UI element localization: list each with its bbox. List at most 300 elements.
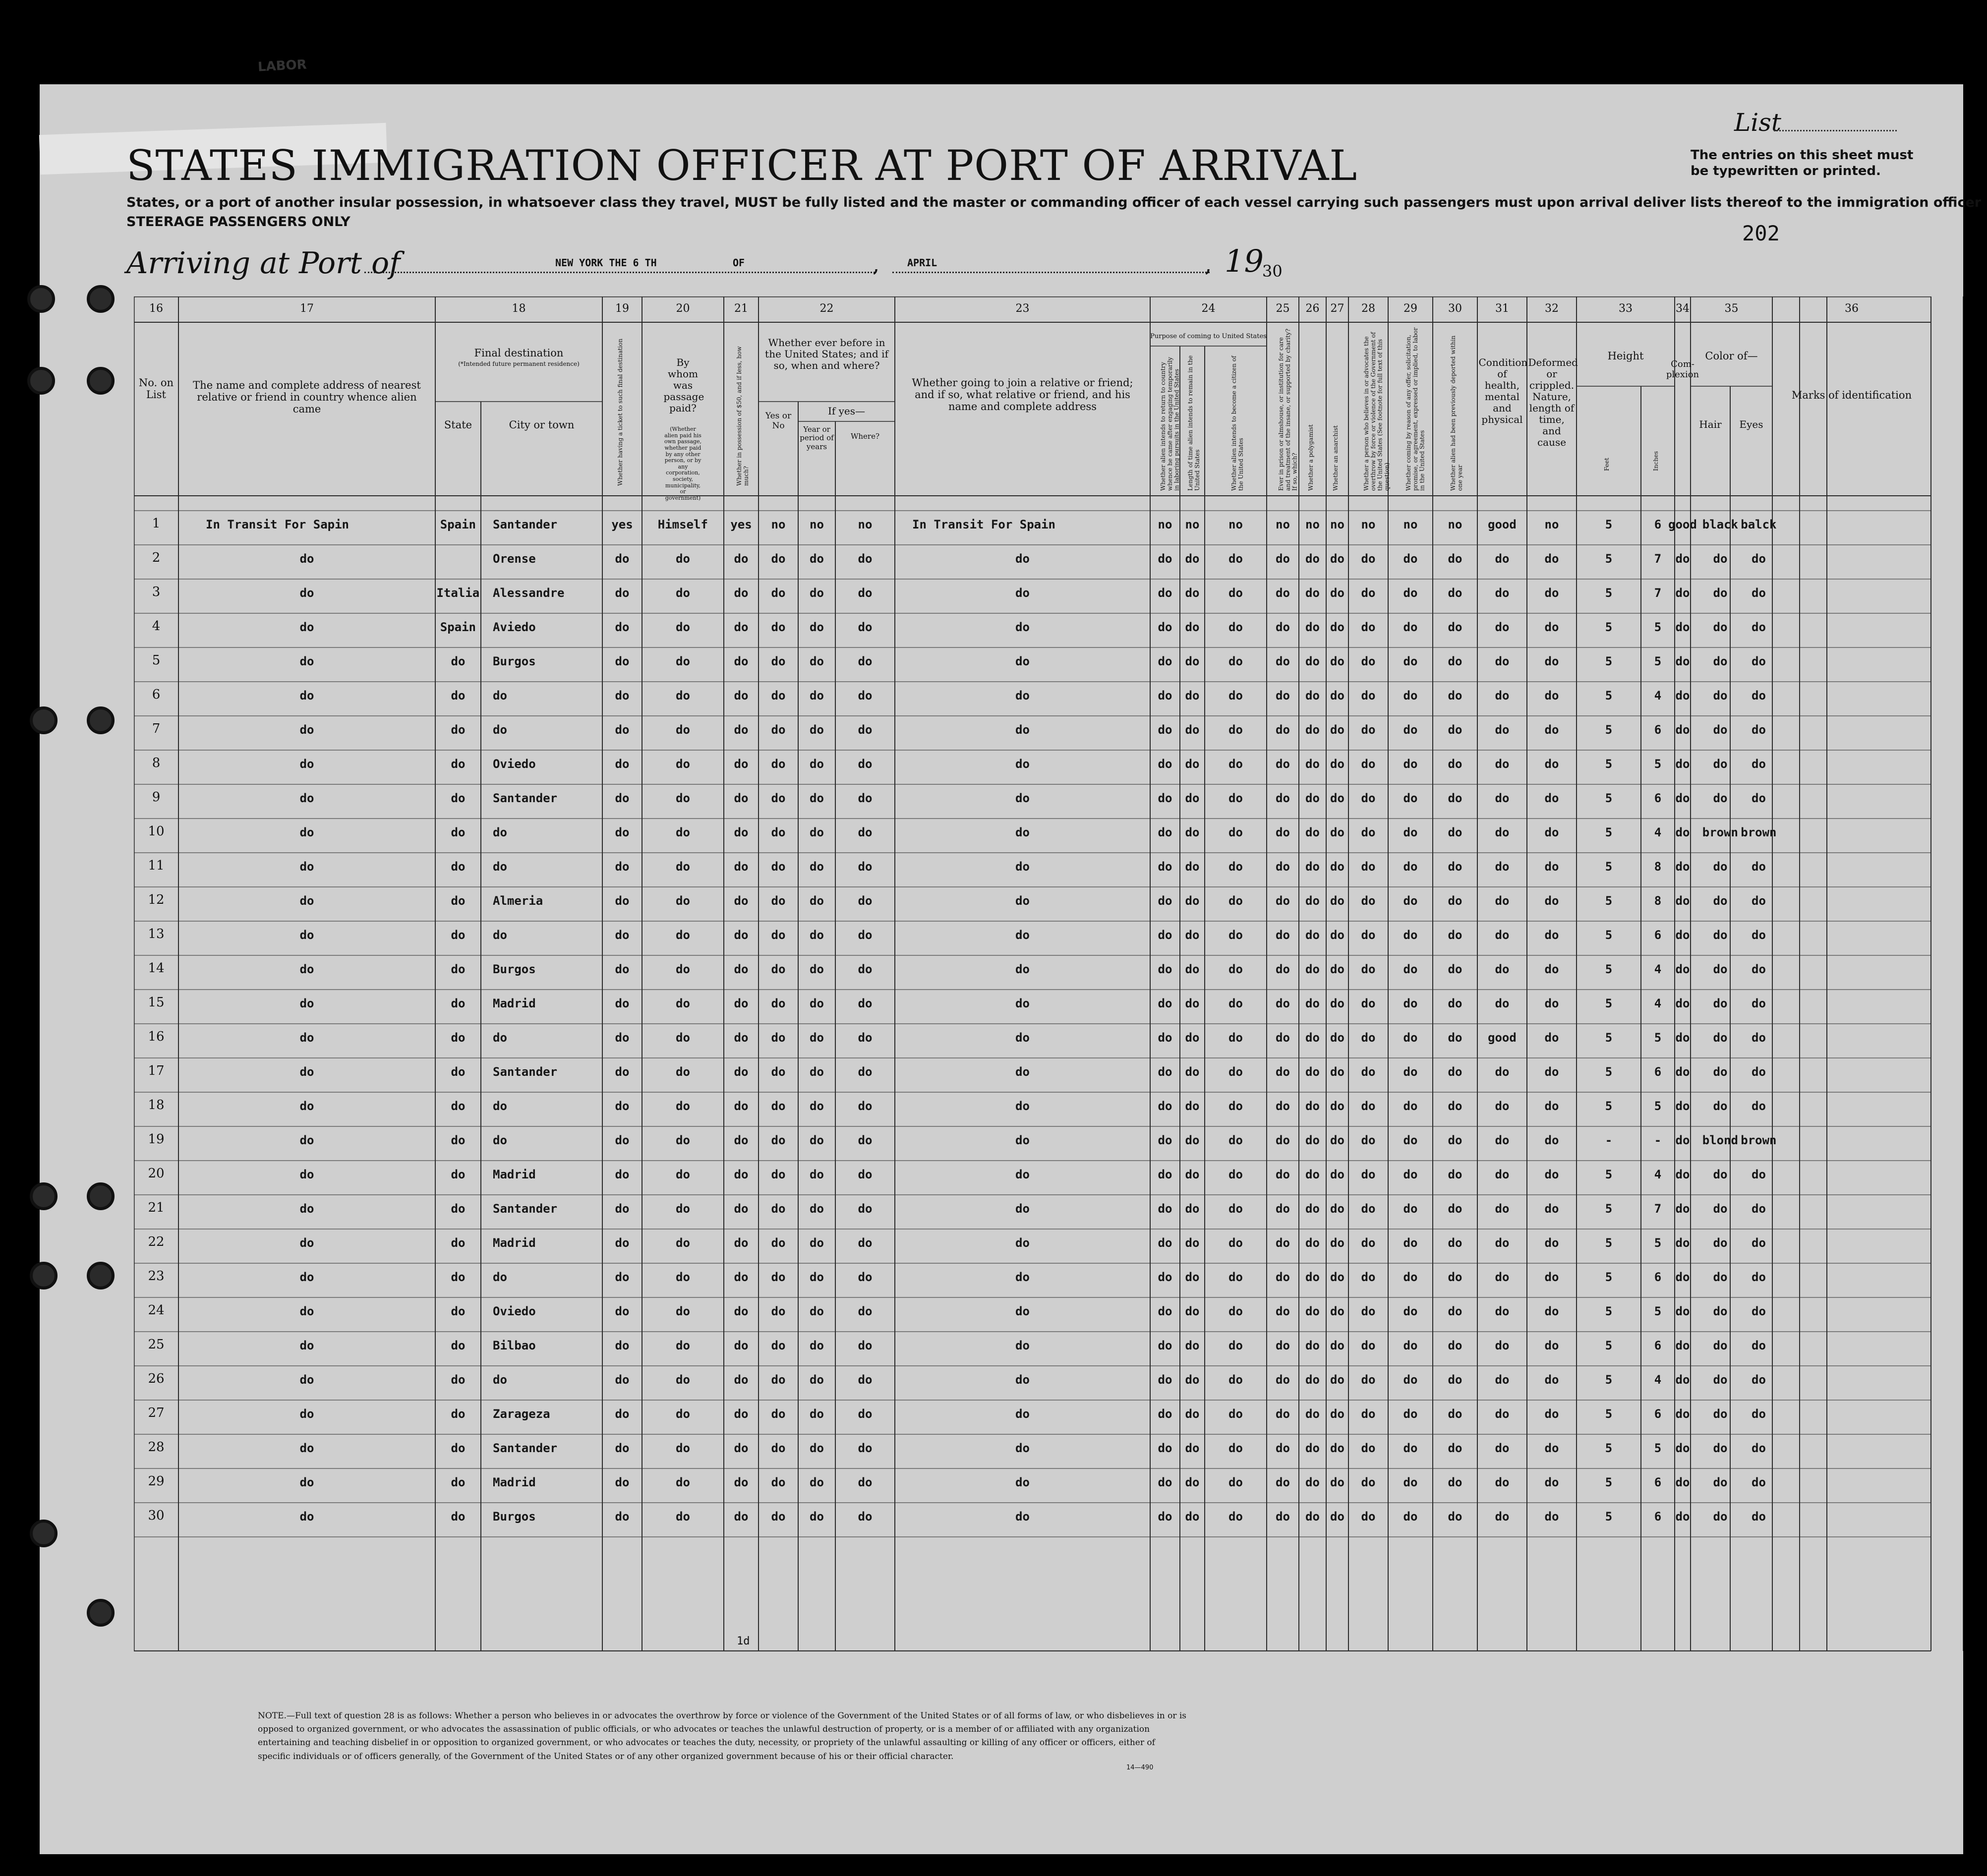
cell-c24c: do [1228, 1510, 1243, 1524]
cell-c24a: do [1158, 1202, 1172, 1216]
cell-c26: do [1305, 1510, 1320, 1524]
cell-c22c: do [858, 1441, 873, 1455]
cell-c24b: do [1185, 1407, 1200, 1421]
cell-c30: do [1448, 552, 1462, 566]
cell-c31: do [1495, 1133, 1510, 1147]
cell-c30: do [1448, 689, 1462, 703]
cell-c19: do [615, 997, 630, 1010]
cell-c20: do [676, 1099, 690, 1113]
cell-c17: do [299, 723, 314, 737]
cell-c30: do [1448, 1441, 1462, 1455]
col25-header: Ever in prison or almshouse, or institution for care and treatment of the insane, or supported by charity? If so, which? [1277, 328, 1298, 491]
cell-c20: do [676, 1304, 690, 1318]
cell-c25: no [1276, 518, 1290, 531]
cell-c24c: do [1228, 894, 1243, 908]
cell-c20: do [676, 1270, 690, 1284]
cell-inches: 4 [1654, 997, 1662, 1010]
cell-city: Madrid [493, 1168, 536, 1181]
cell-c24c: do [1228, 860, 1243, 874]
row-number: 2 [152, 550, 161, 565]
cell-city: do [493, 1373, 507, 1387]
cell-c22b: do [810, 1168, 824, 1181]
cell-c17: do [299, 1475, 314, 1489]
cell-c29: do [1403, 1065, 1418, 1079]
cell-c19: do [615, 552, 630, 566]
cell-c30: do [1448, 860, 1462, 874]
cell-c29: do [1403, 689, 1418, 703]
cell-c23: do [1015, 1339, 1030, 1352]
cell-c30: do [1448, 1510, 1462, 1524]
steerage-label: STEERAGE PASSENGERS ONLY [126, 214, 351, 230]
cell-hair: black [1702, 518, 1738, 531]
cell-feet: 5 [1605, 689, 1613, 703]
cell-eyes: do [1752, 1441, 1766, 1455]
cell-c24a: do [1158, 1407, 1172, 1421]
cell-c23: do [1015, 552, 1030, 566]
cell-city: Madrid [493, 1236, 536, 1250]
cell-c28: do [1361, 552, 1376, 566]
cell-c24b: do [1185, 757, 1200, 771]
cell-c22b: do [810, 1339, 824, 1352]
cell-hair: do [1713, 552, 1728, 566]
cell-c27: do [1330, 620, 1344, 634]
page-title: STATES IMMIGRATION OFFICER AT PORT OF ARRIVAL [126, 141, 1358, 190]
punch-hole [87, 706, 115, 734]
cell-c32: do [1544, 1270, 1559, 1284]
cell-c21: do [734, 689, 749, 703]
cell-c19: do [615, 791, 630, 805]
cell-c31: do [1495, 894, 1510, 908]
cell-c31: do [1495, 1270, 1510, 1284]
cell-c22b: do [810, 1099, 824, 1113]
cell-c30: do [1448, 962, 1462, 976]
cell-state: do [451, 1373, 466, 1387]
cell-c27: do [1330, 791, 1344, 805]
col17-header: The name and complete address of nearest relative or friend in country whence alien came [193, 379, 421, 415]
cell-c26: do [1305, 825, 1320, 839]
cell-c24c: do [1228, 689, 1243, 703]
cell-c31: do [1495, 1168, 1510, 1181]
cell-c29: do [1403, 1168, 1418, 1181]
cell-c22c: do [858, 1510, 873, 1524]
cell-c29: do [1403, 860, 1418, 874]
cell-c21: do [734, 552, 749, 566]
cell-c29: do [1403, 1270, 1418, 1284]
cell-c22b: do [810, 1373, 824, 1387]
cell-c24b: do [1185, 962, 1200, 976]
cell-c24b: do [1185, 1031, 1200, 1045]
column-number-22: 22 [819, 302, 834, 315]
cell-c26: do [1305, 1407, 1320, 1421]
cell-city: do [493, 825, 507, 839]
cell-c19: do [615, 1099, 630, 1113]
cell-city: Oviedo [493, 757, 536, 771]
cell-c22b: do [810, 1441, 824, 1455]
col31-header: Condition of health, mental and physical [1478, 356, 1528, 425]
cell-inches: 8 [1654, 860, 1662, 874]
cell-c21: do [734, 825, 749, 839]
cell-c25: do [1276, 723, 1290, 737]
cell-c28: do [1361, 1270, 1376, 1284]
cell-c22c: do [858, 1304, 873, 1318]
col35-header: Color of— [1705, 350, 1758, 362]
cell-c22a: do [771, 723, 786, 737]
cell-c22c: do [858, 689, 873, 703]
cell-c25: do [1276, 1270, 1290, 1284]
cell-state: Spain [440, 518, 476, 531]
cell-c28: do [1361, 1373, 1376, 1387]
cell-c24b: do [1185, 1475, 1200, 1489]
cell-c34: good [1668, 518, 1697, 531]
cell-c23: do [1015, 689, 1030, 703]
cell-feet: 5 [1605, 1441, 1613, 1455]
cell-hair: do [1713, 997, 1728, 1010]
cell-c23: do [1015, 586, 1030, 600]
cell-c25: do [1276, 928, 1290, 942]
cell-c29: do [1403, 997, 1418, 1010]
cell-state: do [451, 894, 466, 908]
cell-c29: do [1403, 1031, 1418, 1045]
cell-c30: do [1448, 1304, 1462, 1318]
cell-city: Alessandre [493, 586, 565, 600]
col30-header: Whether alien had been previously deported within one year [1450, 335, 1463, 491]
cell-eyes: do [1752, 860, 1766, 874]
cell-feet: 5 [1605, 1510, 1613, 1524]
col18-subheader: (*Intended future permanent residence) [458, 360, 580, 367]
cell-c24c: do [1228, 1065, 1243, 1079]
cell-inches: - [1654, 1133, 1662, 1147]
cell-c25: do [1276, 1441, 1290, 1455]
cell-c30: do [1448, 791, 1462, 805]
cell-c22c: do [858, 860, 873, 874]
cell-c23: do [1015, 997, 1030, 1010]
cell-c22a: do [771, 791, 786, 805]
cell-c34: do [1675, 1339, 1690, 1352]
cell-c22a: do [771, 1202, 786, 1216]
cell-feet: 5 [1605, 654, 1613, 668]
cell-c30: do [1448, 757, 1462, 771]
cell-c34: do [1675, 1407, 1690, 1421]
cell-inches: 7 [1654, 586, 1662, 600]
col24-header: Purpose of coming to United States [1150, 333, 1267, 340]
typewritten-note: The entries on this sheet must [1691, 148, 1914, 163]
cell-c25: do [1276, 1510, 1290, 1524]
cell-state: do [451, 1202, 466, 1216]
col33-inches: Inches [1652, 451, 1659, 471]
cell-c32: do [1544, 654, 1559, 668]
cell-c24b: do [1185, 1270, 1200, 1284]
cell-inches: 6 [1654, 1510, 1662, 1524]
cell-c19: do [615, 723, 630, 737]
cell-c34: do [1675, 689, 1690, 703]
punch-hole [27, 367, 55, 395]
cell-c27: do [1330, 1304, 1344, 1318]
cell-state: do [451, 1065, 466, 1079]
cell-inches: 6 [1654, 1065, 1662, 1079]
cell-c20: do [676, 1510, 690, 1524]
row-number: 15 [148, 995, 165, 1010]
cell-c25: do [1276, 1202, 1290, 1216]
cell-c23: do [1015, 1133, 1030, 1147]
arriving-year-suffix: 30 [1262, 262, 1283, 281]
cell-hair: do [1713, 1168, 1728, 1181]
cell-c21: do [734, 1510, 749, 1524]
cell-state: do [451, 689, 466, 703]
cell-state: do [451, 1475, 466, 1489]
cell-c20: do [676, 997, 690, 1010]
cell-eyes: do [1752, 552, 1766, 566]
cell-c24a: do [1158, 1339, 1172, 1352]
cell-c32: do [1544, 1407, 1559, 1421]
cell-c22c: do [858, 1475, 873, 1489]
cell-c23: do [1015, 825, 1030, 839]
cell-c32: do [1544, 894, 1559, 908]
cell-hair: brown [1702, 825, 1738, 839]
cell-c26: do [1305, 1304, 1320, 1318]
cell-c23: do [1015, 1304, 1030, 1318]
cell-c28: do [1361, 1304, 1376, 1318]
col20-header: By whom was passage paid? [663, 356, 704, 414]
cell-c21: do [734, 860, 749, 874]
cell-c29: do [1403, 1475, 1418, 1489]
cell-c19: do [615, 860, 630, 874]
cell-c24b: do [1185, 1441, 1200, 1455]
cell-c27: do [1330, 1339, 1344, 1352]
column-number-35: 35 [1724, 302, 1739, 315]
cell-city: do [493, 1133, 507, 1147]
cell-c32: do [1544, 1373, 1559, 1387]
cell-c22a: do [771, 1339, 786, 1352]
cell-c17: do [299, 791, 314, 805]
cell-c23: do [1015, 1031, 1030, 1045]
cell-eyes: do [1752, 757, 1766, 771]
cell-c17: do [299, 962, 314, 976]
col22-where: Where? [850, 432, 880, 441]
cell-c34: do [1675, 1475, 1690, 1489]
col22-ifyes: If yes— [827, 405, 866, 417]
col33-header: Height [1607, 350, 1644, 362]
cell-state: do [451, 791, 466, 805]
cell-c27: do [1330, 1407, 1344, 1421]
cell-c24b: do [1185, 825, 1200, 839]
cell-c26: do [1305, 586, 1320, 600]
cell-c19: do [615, 1065, 630, 1079]
cell-c28: do [1361, 997, 1376, 1010]
cell-hair: do [1713, 620, 1728, 634]
cell-hair: do [1713, 1202, 1728, 1216]
col34-header: Com-plexion [1666, 359, 1699, 380]
cell-c31: do [1495, 1407, 1510, 1421]
cell-c25: do [1276, 689, 1290, 703]
column-number-19: 19 [615, 302, 629, 315]
cell-c31: do [1495, 1339, 1510, 1352]
cell-c23: do [1015, 1510, 1030, 1524]
cell-eyes: do [1752, 1099, 1766, 1113]
cell-c28: do [1361, 654, 1376, 668]
cell-c24c: do [1228, 1270, 1243, 1284]
cell-c17: In Transit For Sapin [206, 518, 349, 531]
cell-city: Burgos [493, 962, 536, 976]
cell-c27: do [1330, 1475, 1344, 1489]
col35-hair: Hair [1699, 418, 1722, 430]
cell-c20: do [676, 1202, 690, 1216]
cell-c22c: do [858, 723, 873, 737]
cell-c28: do [1361, 791, 1376, 805]
row-number: 24 [148, 1303, 165, 1318]
cell-inches: 5 [1654, 1304, 1662, 1318]
fold-text: LABOR [257, 57, 307, 75]
cell-hair: do [1713, 1099, 1728, 1113]
cell-c21: do [734, 962, 749, 976]
cell-c22c: do [858, 1407, 873, 1421]
cell-c23: do [1015, 1270, 1030, 1284]
cell-c28: do [1361, 928, 1376, 942]
cell-inches: 8 [1654, 894, 1662, 908]
cell-feet: 5 [1605, 860, 1613, 874]
cell-c22c: do [858, 620, 873, 634]
row-number: 4 [152, 619, 161, 634]
cell-city: Burgos [493, 654, 536, 668]
cell-c29: do [1403, 1202, 1418, 1216]
cell-c27: do [1330, 1065, 1344, 1079]
cell-c34: do [1675, 723, 1690, 737]
punch-hole [30, 706, 58, 734]
cell-c30: do [1448, 1339, 1462, 1352]
cell-c17: do [299, 1304, 314, 1318]
cell-feet: 5 [1605, 723, 1613, 737]
arriving-label: Arriving at Port of [126, 246, 401, 281]
cell-c24c: do [1228, 928, 1243, 942]
cell-c21: do [734, 723, 749, 737]
cell-hair: do [1713, 1373, 1728, 1387]
cell-c25: do [1276, 962, 1290, 976]
cell-c26: do [1305, 1373, 1320, 1387]
cell-c22a: do [771, 825, 786, 839]
cell-c28: do [1361, 1065, 1376, 1079]
cell-c34: do [1675, 962, 1690, 976]
cell-c32: do [1544, 1031, 1559, 1045]
cell-c24b: do [1185, 894, 1200, 908]
cell-c31: do [1495, 1065, 1510, 1079]
cell-state: do [451, 860, 466, 874]
cell-c27: do [1330, 552, 1344, 566]
cell-c24b: do [1185, 586, 1200, 600]
cell-c31: do [1495, 620, 1510, 634]
cell-c32: do [1544, 791, 1559, 805]
cell-c22c: do [858, 1339, 873, 1352]
cell-c24c: do [1228, 825, 1243, 839]
row-number: 22 [148, 1234, 165, 1249]
arriving-comma: , [873, 252, 879, 277]
cell-c26: do [1305, 1339, 1320, 1352]
cell-c32: do [1544, 1441, 1559, 1455]
cell-c31: do [1495, 757, 1510, 771]
arriving-year-prefix: 19 [1225, 243, 1264, 279]
cell-c20: do [676, 791, 690, 805]
cell-city: Santander [493, 1441, 558, 1455]
cell-city: Madrid [493, 997, 536, 1010]
cell-state: do [451, 928, 466, 942]
punch-hole [87, 367, 115, 395]
cell-eyes: brown [1741, 1133, 1777, 1147]
cell-c32: do [1544, 1339, 1559, 1352]
cell-c19: do [615, 1510, 630, 1524]
cell-c34: do [1675, 1441, 1690, 1455]
row-number: 26 [148, 1371, 165, 1386]
cell-c28: do [1361, 757, 1376, 771]
cell-c25: do [1276, 1065, 1290, 1079]
cell-c24b: do [1185, 689, 1200, 703]
cell-c22c: do [858, 825, 873, 839]
cell-c24a: no [1158, 518, 1172, 531]
cell-c28: do [1361, 1475, 1376, 1489]
arriving-comma-2: , [1205, 252, 1212, 277]
cell-c22a: do [771, 1304, 786, 1318]
cell-eyes: do [1752, 1202, 1766, 1216]
cell-c19: do [615, 586, 630, 600]
cell-c23: do [1015, 1475, 1030, 1489]
cell-c19: do [615, 1475, 630, 1489]
cell-c29: do [1403, 894, 1418, 908]
row-number: 5 [152, 653, 161, 668]
cell-state: do [451, 1133, 466, 1147]
cell-c34: do [1675, 620, 1690, 634]
row-number: 7 [152, 721, 161, 736]
cell-c19: do [615, 620, 630, 634]
cell-c21: do [734, 894, 749, 908]
cell-c24a: do [1158, 552, 1172, 566]
column-number-24: 24 [1201, 302, 1216, 315]
cell-eyes: do [1752, 1510, 1766, 1524]
cell-inches: 6 [1654, 723, 1662, 737]
cell-c29: do [1403, 928, 1418, 942]
cell-hair: do [1713, 1031, 1728, 1045]
cell-feet: 5 [1605, 1099, 1613, 1113]
cell-c31: do [1495, 962, 1510, 976]
cell-feet: 5 [1605, 757, 1613, 771]
cell-c27: do [1330, 825, 1344, 839]
manifest-grid [134, 296, 1963, 1675]
cell-c26: do [1305, 962, 1320, 976]
cell-eyes: do [1752, 723, 1766, 737]
cell-inches: 7 [1654, 552, 1662, 566]
cell-hair: blond [1702, 1133, 1738, 1147]
cell-c22a: do [771, 1475, 786, 1489]
cell-hair: do [1713, 1270, 1728, 1284]
cell-c28: do [1361, 1168, 1376, 1181]
cell-c22b: do [810, 1270, 824, 1284]
cell-c19: yes [611, 518, 633, 531]
cell-c26: do [1305, 620, 1320, 634]
cell-c21: do [734, 586, 749, 600]
cell-c21: do [734, 1236, 749, 1250]
cell-city: do [493, 689, 507, 703]
cell-c17: do [299, 1339, 314, 1352]
cell-c28: do [1361, 894, 1376, 908]
cell-c21: do [734, 620, 749, 634]
cell-c24a: do [1158, 1065, 1172, 1079]
cell-c27: do [1330, 997, 1344, 1010]
cell-c21: do [734, 928, 749, 942]
cell-c17: do [299, 757, 314, 771]
cell-state: do [451, 1510, 466, 1524]
cell-c17: do [299, 586, 314, 600]
cell-c20: do [676, 1236, 690, 1250]
cell-hair: do [1713, 586, 1728, 600]
cell-feet: 5 [1605, 1475, 1613, 1489]
cell-inches: 6 [1654, 791, 1662, 805]
cell-c25: do [1276, 1339, 1290, 1352]
